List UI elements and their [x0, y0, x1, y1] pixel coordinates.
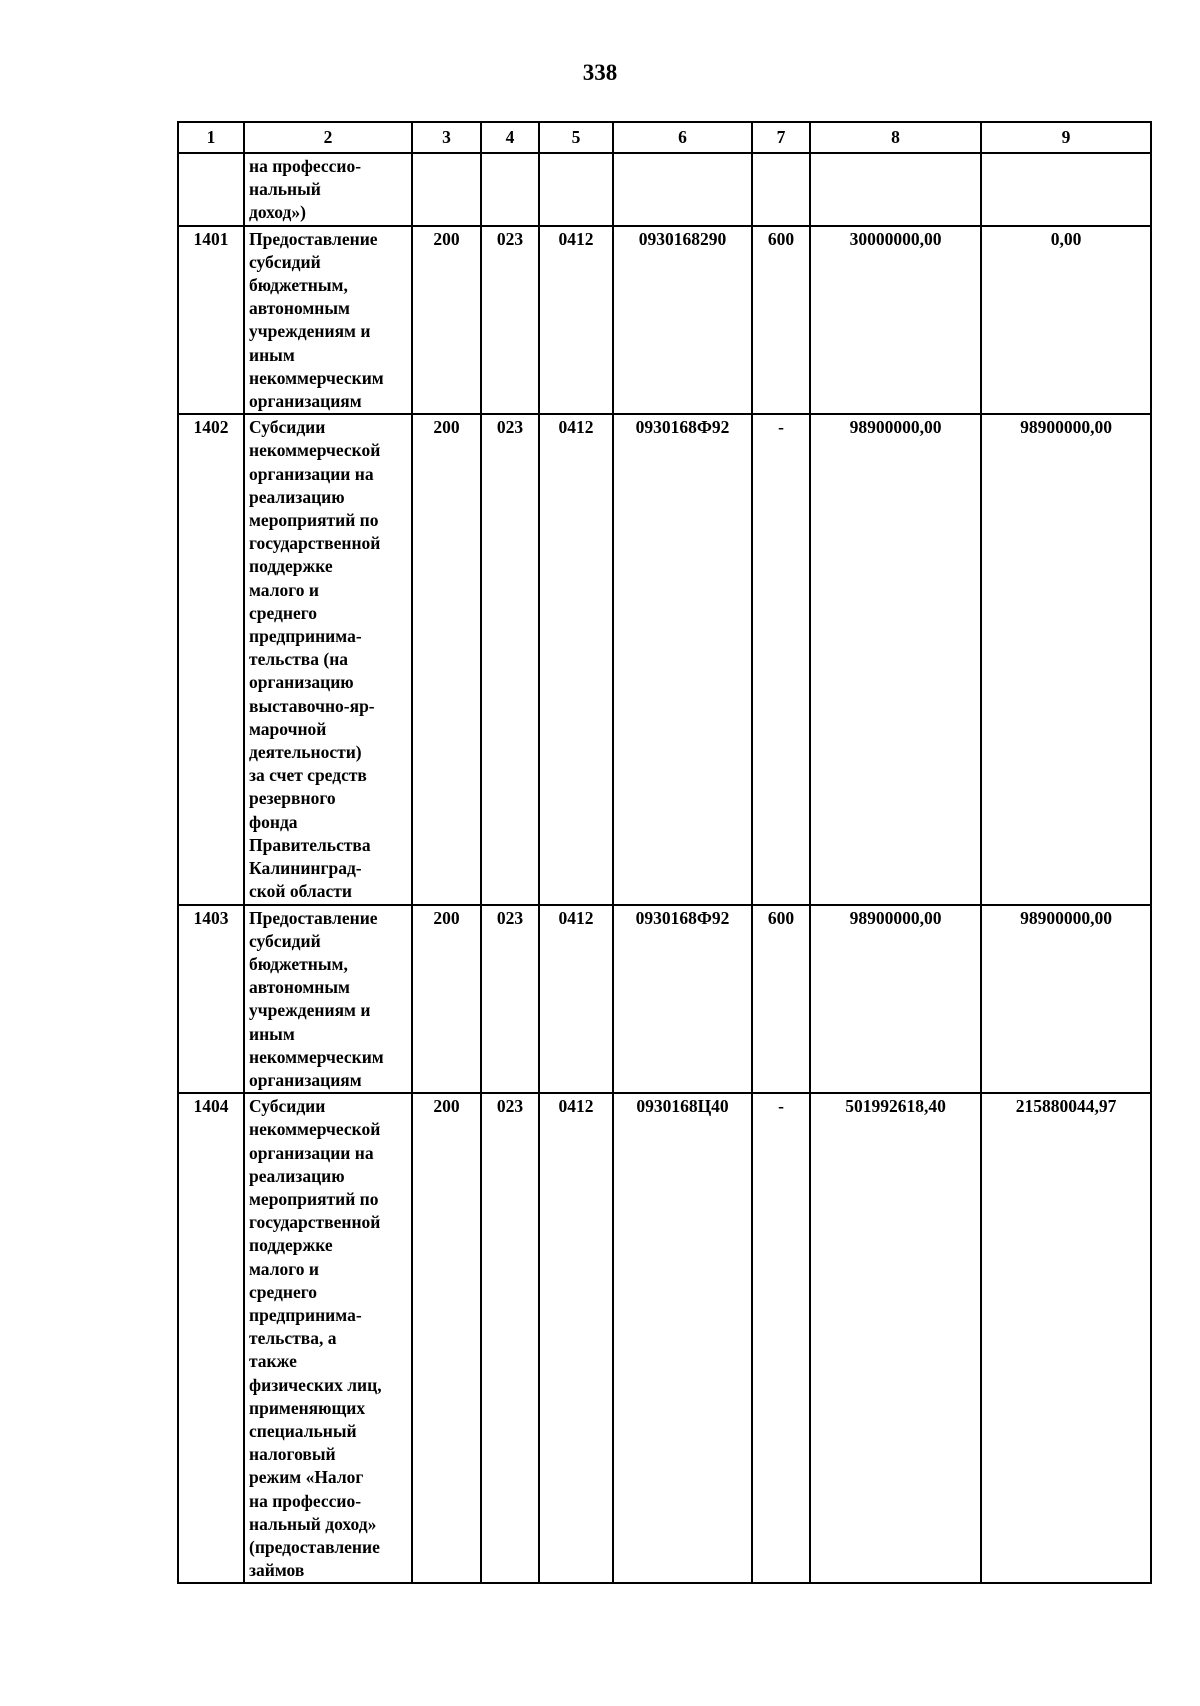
- row-number-cell: 1404: [178, 1093, 244, 1583]
- table-row: [178, 905, 1151, 1094]
- header-col-1: 1: [178, 122, 244, 153]
- col3-cell: 200: [412, 1093, 481, 1583]
- page-number: 338: [582, 60, 618, 85]
- col6-cell: [613, 153, 752, 226]
- description-cell: на профессио- нальный доход»): [244, 153, 412, 226]
- col6-cell: 0930168Ф92: [613, 905, 752, 1094]
- row-number-cell: [178, 153, 244, 226]
- col4-cell: 023: [481, 905, 539, 1094]
- header-col-4: 4: [481, 122, 539, 153]
- description-cell: Субсидии некоммерческой организации на реализацию мероприятий по государственной поддержке малого и среднего предпринима- тельства, а также физических лиц, применяющих специальный налоговый режим «Налог на профессио- нальный доход» (предоставление займов: [244, 1093, 412, 1583]
- col8-cell: 30000000,00: [810, 226, 981, 415]
- header-col-5: 5: [539, 122, 613, 153]
- row-number-cell: 1403: [178, 905, 244, 1094]
- col5-cell: 0412: [539, 1093, 613, 1583]
- col9-cell: 98900000,00: [981, 414, 1151, 904]
- col4-cell: 023: [481, 1093, 539, 1583]
- col9-cell: 215880044,97: [981, 1093, 1151, 1583]
- col4-cell: [481, 153, 539, 226]
- table-header: [178, 122, 1151, 153]
- col4-cell: 023: [481, 226, 539, 415]
- col6-cell: 0930168Ц40: [613, 1093, 752, 1583]
- col4-cell: 023: [481, 414, 539, 904]
- header-col-3: 3: [412, 122, 481, 153]
- col7-cell: -: [752, 1093, 810, 1583]
- table-row: [178, 226, 1151, 415]
- col9-cell: 0,00: [981, 226, 1151, 415]
- col5-cell: 0412: [539, 905, 613, 1094]
- col3-cell: 200: [412, 905, 481, 1094]
- budget-table: [177, 121, 1152, 1584]
- col9-cell: [981, 153, 1151, 226]
- table-row: [178, 1093, 1151, 1583]
- col3-cell: 200: [412, 414, 481, 904]
- header-col-9: 9: [981, 122, 1151, 153]
- row-number-cell: 1401: [178, 226, 244, 415]
- header-col-6: 6: [613, 122, 752, 153]
- description-cell: Предоставление субсидий бюджетным, автономным учреждениям и иным некоммерческим организациям: [244, 226, 412, 415]
- header-col-2: 2: [244, 122, 412, 153]
- col7-cell: -: [752, 414, 810, 904]
- col7-cell: 600: [752, 905, 810, 1094]
- col8-cell: 98900000,00: [810, 905, 981, 1094]
- table-body: [178, 153, 1151, 1583]
- col6-cell: 0930168Ф92: [613, 414, 752, 904]
- table-row: [178, 414, 1151, 904]
- col5-cell: 0412: [539, 226, 613, 415]
- header-row: [178, 122, 1151, 153]
- table-row: [178, 153, 1151, 226]
- col8-cell: 98900000,00: [810, 414, 981, 904]
- col6-cell: 0930168290: [613, 226, 752, 415]
- col8-cell: 501992618,40: [810, 1093, 981, 1583]
- header-col-7: 7: [752, 122, 810, 153]
- col5-cell: 0412: [539, 414, 613, 904]
- col5-cell: [539, 153, 613, 226]
- col3-cell: 200: [412, 226, 481, 415]
- col3-cell: [412, 153, 481, 226]
- header-col-8: 8: [810, 122, 981, 153]
- col7-cell: [752, 153, 810, 226]
- col7-cell: 600: [752, 226, 810, 415]
- description-cell: Предоставление субсидий бюджетным, автономным учреждениям и иным некоммерческим организациям: [244, 905, 412, 1094]
- col9-cell: 98900000,00: [981, 905, 1151, 1094]
- col8-cell: [810, 153, 981, 226]
- row-number-cell: 1402: [178, 414, 244, 904]
- description-cell: Субсидии некоммерческой организации на реализацию мероприятий по государственной поддержке малого и среднего предпринима- тельства (на организацию выставочно-яр- марочной деятельности) за счет средств резервного фонда Правительства Калининград- ской области: [244, 414, 412, 904]
